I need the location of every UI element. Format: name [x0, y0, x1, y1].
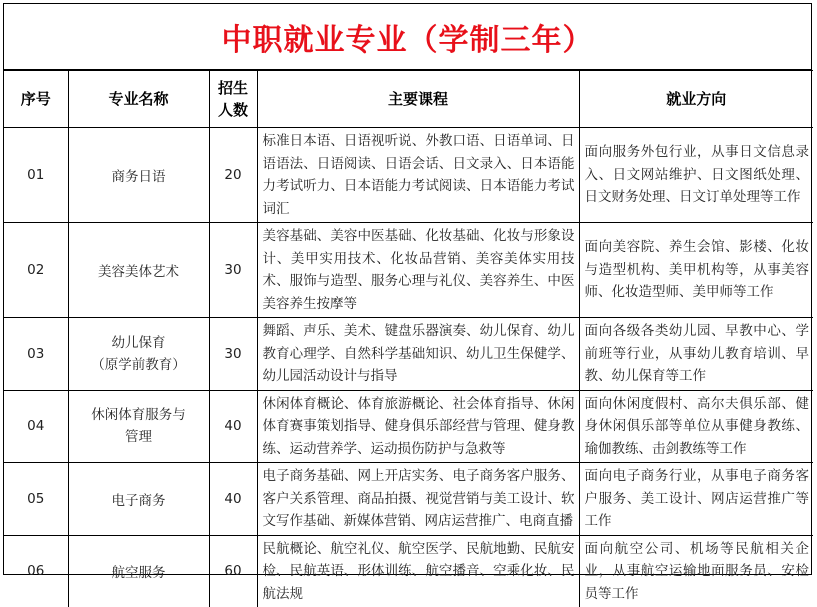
- row-name: 幼儿保育: [111, 334, 166, 351]
- table-row: [4, 463, 813, 536]
- row-courses: 标准日本语、日语视听说、外教口语、日语单词、日语语法、日语阅读、日语会话、日文录入、日本语能力考试听力、日本语能力考试阅读、日本语能力考试词汇: [257, 128, 579, 223]
- row-name: 航空服务: [68, 535, 209, 607]
- row-enroll: 40: [209, 463, 257, 536]
- row-index: 06: [4, 535, 68, 607]
- header-row: [4, 71, 813, 128]
- row-index: 01: [4, 128, 68, 223]
- row-name: 电子商务: [68, 463, 209, 536]
- header-career: 就业方向: [579, 71, 813, 128]
- row-career: 面向休闲度假村、高尔夫俱乐部、健身休闲俱乐部等单位从事健身教练、瑜伽教练、击剑教练等工作: [579, 390, 813, 463]
- row-name: 商务日语: [68, 128, 209, 223]
- row-name-cell: [68, 318, 209, 391]
- row-enroll: 30: [209, 223, 257, 318]
- header-index: 序号: [4, 71, 68, 128]
- row-courses: 美容基础、美容中医基础、化妆基础、化妆与形象设计、美甲实用技术、化妆品营销、美容美体实用技术、服饰与造型、服务心理与礼仪、美容养生、中医美容养生按摩等: [257, 223, 579, 318]
- row-career: 面向电子商务行业，从事电子商务客户服务、美工设计、网店运营推广等工作: [579, 463, 813, 536]
- row-index: 03: [4, 318, 68, 391]
- row-courses: 舞蹈、声乐、美术、键盘乐器演奏、幼儿保育、幼儿教育心理学、自然科学基础知识、幼儿卫生保健学、幼儿园活动设计与指导: [257, 318, 579, 391]
- row-courses: 电子商务基础、网上开店实务、电子商务客户服务、客户关系管理、商品拍摄、视觉营销与美工设计、软文写作基础、新媒体营销、网店运营推广、电商直播: [257, 463, 579, 536]
- row-enroll: 30: [209, 318, 257, 391]
- row-courses: 民航概论、航空礼仪、航空医学、民航地勤、民航安检、民航英语、形体训练、航空播音、空乘化妆、民航法规: [257, 535, 579, 607]
- row-career: 面向各级各类幼儿园、早教中心、学前班等行业，从事幼儿教育培训、早教、幼儿保育等工作: [579, 318, 813, 391]
- row-index: 04: [4, 390, 68, 463]
- header-enroll: [209, 71, 257, 128]
- row-career: 面向航空公司、机场等民航相关企业，从事航空运输地面服务员、安检员等工作: [579, 535, 813, 607]
- header-enroll-line1: 招生: [217, 79, 248, 97]
- table-row: [4, 390, 813, 463]
- row-name-sub: （原学前教育）: [91, 356, 186, 373]
- table-row: [4, 128, 813, 223]
- table-row: [4, 223, 813, 318]
- table-row: [4, 535, 813, 607]
- program-table-document: [3, 3, 812, 602]
- row-career: 面向美容院、养生会馆、影楼、化妆与造型机构、美甲机构等，从事美容师、化妆造型师、美甲师等工作: [579, 223, 813, 318]
- header-enroll-line2: 人数: [217, 101, 248, 119]
- row-index: 05: [4, 463, 68, 536]
- row-index: 02: [4, 223, 68, 318]
- header-name: 专业名称: [68, 71, 209, 128]
- row-enroll: 40: [209, 390, 257, 463]
- row-career: 面向服务外包行业，从事日文信息录入、日文网站维护、日文图纸处理、日文财务处理、日文订单处理等工作: [579, 128, 813, 223]
- row-name: 休闲体育服务与: [91, 407, 186, 424]
- row-enroll: 20: [209, 128, 257, 223]
- row-enroll: 60: [209, 535, 257, 607]
- row-name-cell: [68, 390, 209, 463]
- title-bar: [4, 4, 811, 70]
- row-name: 美容美体艺术: [68, 223, 209, 318]
- row-courses: 休闲体育概论、体育旅游概论、社会体育指导、休闲体育赛事策划指导、健身俱乐部经营与管理、健身教练、运动营养学、运动损伤防护与急救等: [257, 390, 579, 463]
- table-row: [4, 318, 813, 391]
- program-table: [4, 70, 813, 607]
- page-title: 中职就业专业（学制三年）: [221, 22, 594, 58]
- header-courses: 主要课程: [257, 71, 579, 128]
- row-name-sub: 管理: [125, 429, 152, 446]
